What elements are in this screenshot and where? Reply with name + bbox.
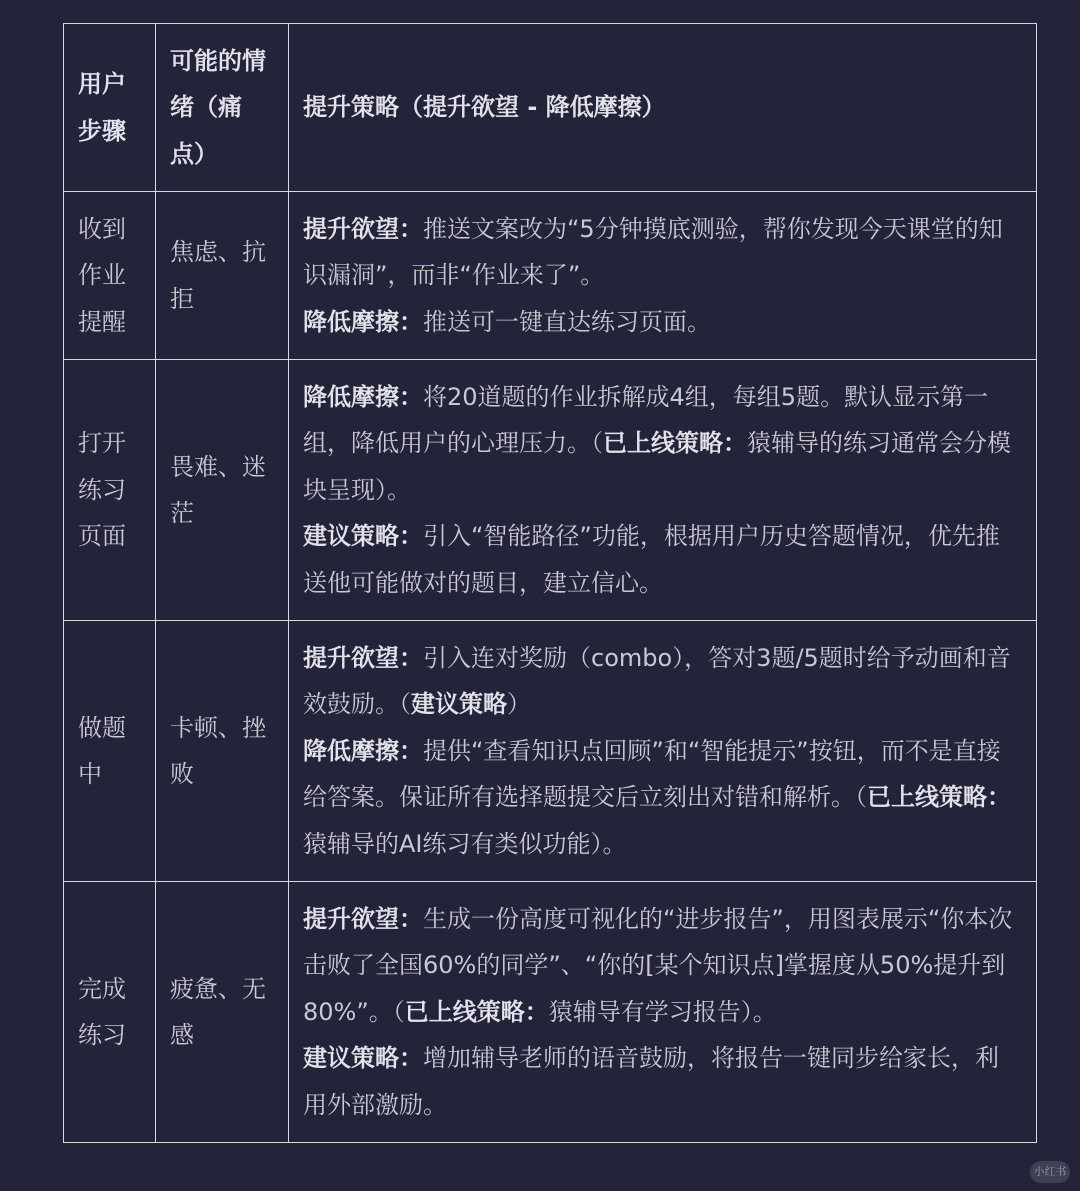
strategy-text: 猿辅导的练习通常会分模块呈现）。 xyxy=(303,429,1011,504)
step-cell: 收到作业提醒 xyxy=(64,192,156,360)
strategy-inline-label: 建议策略 xyxy=(411,690,507,719)
strategy-lead: 降低摩擦： xyxy=(303,307,423,336)
table-row xyxy=(64,192,1037,360)
strategy-paragraph xyxy=(303,513,1022,606)
strategy-text: 将20道题的作业拆解成4组，每组5题。默认显示第一组，降低用户的心理压力。（ xyxy=(303,382,989,458)
strategy-cell xyxy=(289,192,1037,360)
table-row xyxy=(64,882,1037,1143)
header-emotion: 可能的情绪（痛点） xyxy=(156,24,289,192)
strategy-text: 推送文案改为“5分钟摸底测验，帮你发现今天课堂的知识漏洞”，而非“作业来了”。 xyxy=(303,214,1003,290)
strategy-text: 提供“查看知识点回顾”和“智能提示”按钮，而不是直接给答案。保证所有选择题提交后立刻出对错和解析。（ xyxy=(303,736,1001,812)
strategy-text: 猿辅导的AI练习有类似功能）。 xyxy=(303,829,627,858)
header-row xyxy=(64,24,1037,192)
strategy-lead: 提升欲望： xyxy=(303,214,423,243)
strategy-text: 引入连对奖励（combo），答对3题/5题时给予动画和音效鼓励。（ xyxy=(303,643,1011,719)
strategy-inline-label: 已上线策略： xyxy=(404,997,549,1026)
table-row xyxy=(64,621,1037,882)
strategy-paragraph xyxy=(303,206,1022,299)
strategy-text: 推送可一键直达练习页面。 xyxy=(423,307,711,336)
strategy-lead: 建议策略： xyxy=(303,522,423,551)
strategy-text: ） xyxy=(507,690,531,719)
strategy-inline-label: 已上线策略： xyxy=(867,783,1011,812)
step-cell: 完成练习 xyxy=(64,882,156,1143)
watermark-logo: 小红书 xyxy=(1030,1161,1070,1183)
header-strategy: 提升策略（提升欲望 - 降低摩擦） xyxy=(289,24,1037,192)
strategy-paragraph xyxy=(303,896,1022,1036)
strategy-text: 猿辅导有学习报告）。 xyxy=(548,997,777,1026)
strategy-inline-label: 已上线策略： xyxy=(603,429,747,458)
step-cell: 打开练习页面 xyxy=(64,360,156,621)
step-cell: 做题中 xyxy=(64,621,156,882)
emotion-cell: 疲惫、无感 xyxy=(156,882,289,1143)
strategy-table xyxy=(63,23,1037,1143)
strategy-paragraph xyxy=(303,374,1022,514)
table-row xyxy=(64,360,1037,621)
strategy-paragraph xyxy=(303,635,1022,728)
strategy-cell xyxy=(289,621,1037,882)
strategy-lead: 降低摩擦： xyxy=(303,736,423,765)
strategy-lead: 建议策略： xyxy=(303,1044,423,1073)
strategy-lead: 降低摩擦： xyxy=(303,382,423,411)
header-step: 用户步骤 xyxy=(64,24,156,192)
emotion-cell: 焦虑、抗拒 xyxy=(156,192,289,360)
strategy-text: 引入“智能路径”功能，根据用户历史答题情况，优先推送他可能做对的题目，建立信心。 xyxy=(303,522,1000,597)
strategy-paragraph xyxy=(303,1035,1022,1128)
strategy-paragraph xyxy=(303,299,1022,346)
strategy-lead: 提升欲望： xyxy=(303,904,423,933)
emotion-cell: 畏难、迷茫 xyxy=(156,360,289,621)
emotion-cell: 卡顿、挫败 xyxy=(156,621,289,882)
strategy-cell xyxy=(289,360,1037,621)
strategy-text: 生成一份高度可视化的“进步报告”，用图表展示“你本次击败了全国60%的同学”、“你的[某个知识点]掌握度从50%提升到80%”。（ xyxy=(303,904,1013,1026)
strategy-paragraph xyxy=(303,728,1022,868)
strategy-text: 增加辅导老师的语音鼓励，将报告一键同步给家长，利用外部激励。 xyxy=(303,1044,999,1119)
strategy-cell xyxy=(289,882,1037,1143)
strategy-lead: 提升欲望： xyxy=(303,643,423,672)
